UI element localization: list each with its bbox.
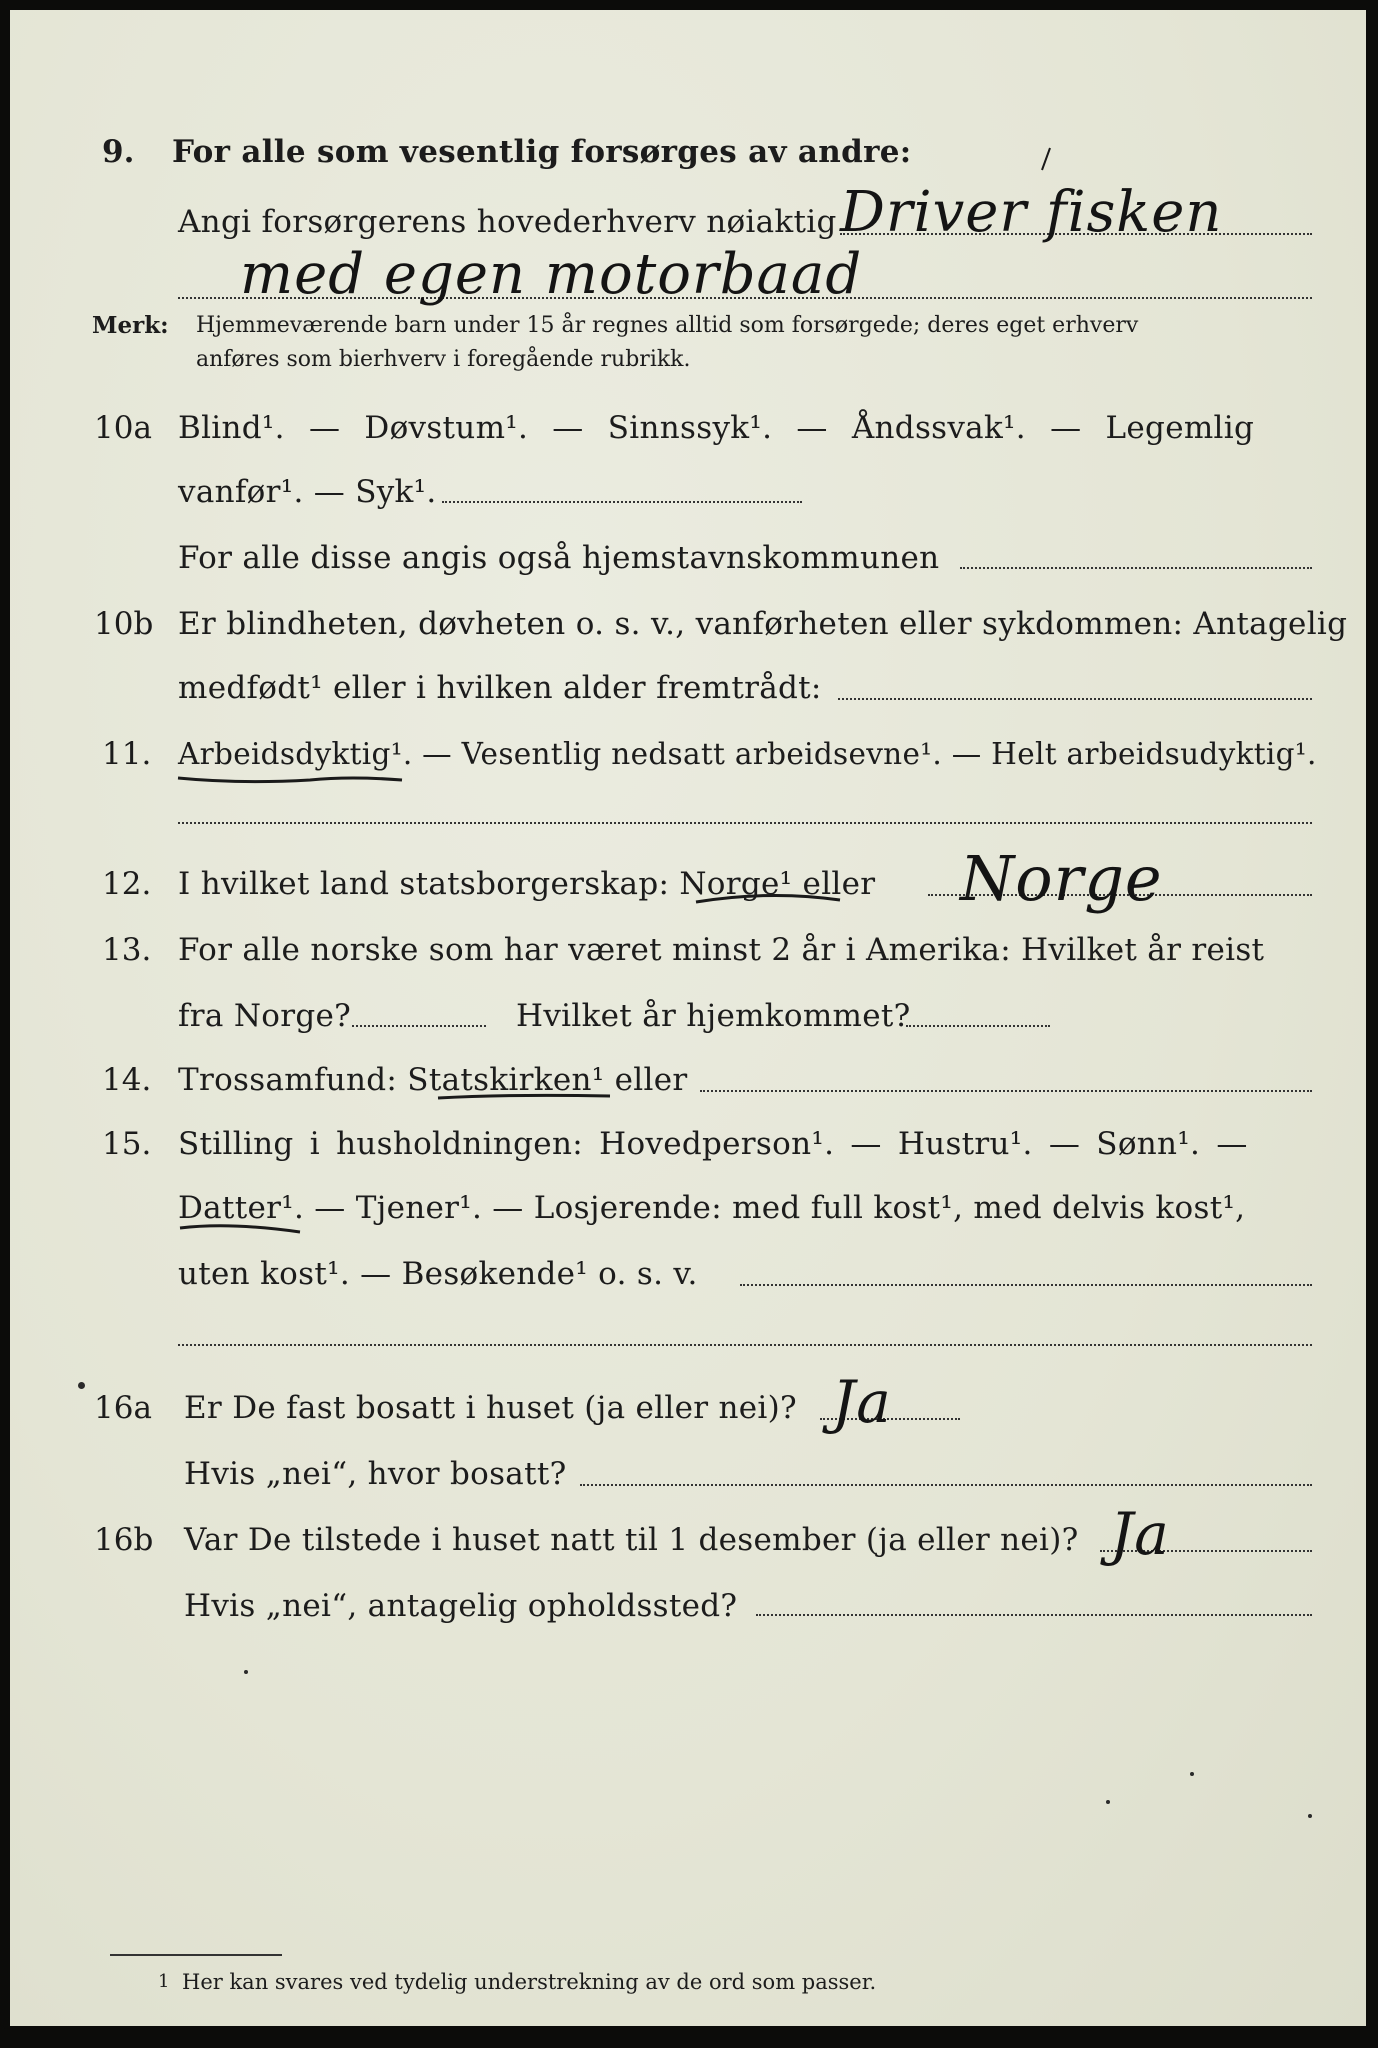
ink-speck <box>244 1670 248 1674</box>
q10a-number: 10a <box>94 410 152 446</box>
q12-handwritten-answer: Norge <box>960 842 1163 915</box>
q16b-handwritten-answer: Ja <box>1110 1500 1170 1568</box>
q10b-line1: Er blindheten, døvheten o. s. v., vanførheten eller sykdommen: Antagelig <box>178 606 1348 642</box>
q16b-number: 16b <box>94 1522 154 1558</box>
q16b-line1: Var De tilstede i huset natt til 1 desember (ja eller nei)? <box>184 1522 1079 1558</box>
q9-line1: For alle som vesentlig forsørges av andre: <box>172 134 912 170</box>
q16b-line2: Hvis „nei“, antagelig opholdssted? <box>184 1588 738 1624</box>
q9-line2: Angi forsørgerens hovederhverv nøiaktig <box>178 204 837 240</box>
q14-number: 14. <box>102 1062 152 1098</box>
q13-line1: For alle norske som har været minst 2 år i Amerika: Hvilket år reist <box>178 932 1265 968</box>
q9-number: 9. <box>102 134 135 170</box>
q15-number: 15. <box>102 1126 152 1162</box>
q10b-number: 10b <box>94 606 154 642</box>
underline-datter <box>180 1226 300 1232</box>
q10b-line2: medfødt¹ eller i hvilken alder fremtrådt: <box>178 670 822 706</box>
q16a-line2: Hvis „nei“, hvor bosatt? <box>184 1456 567 1492</box>
ink-speck <box>1308 1814 1312 1818</box>
footnote-mark: 1 <box>158 1971 170 1992</box>
q11-number: 11. <box>102 736 152 772</box>
q16a-number: 16a <box>94 1390 152 1426</box>
q9-handwritten-answer-2: med egen motorbaad <box>240 242 863 307</box>
q14-line1: Trossamfund: Statskirken¹ eller <box>178 1062 688 1098</box>
q10a-line1: Blind¹. — Døvstum¹. — Sinnssyk¹. — Åndssvak¹. — Legemlig <box>178 410 1255 446</box>
q13-line2a: fra Norge? <box>178 998 352 1034</box>
q13-line2b: Hvilket år hjemkommet? <box>516 998 911 1034</box>
q15-line1: Stilling i husholdningen: Hovedperson¹. — Hustru¹. — Sønn¹. — <box>178 1126 1248 1162</box>
merk-line1: Hjemmeværende barn under 15 år regnes alltid som forsørgede; deres eget erhverv <box>196 313 1139 338</box>
merk-line2: anføres som bierhverv i foregående rubrikk. <box>196 347 691 372</box>
ink-speck <box>1106 1800 1110 1804</box>
q9-handwritten-answer-1: Driver fisken <box>840 180 1223 245</box>
footnote-rule <box>110 1954 282 1956</box>
footnote-text: Her kan svares ved tydelig understrekning av de ord som passer. <box>182 1970 877 1994</box>
ink-speck <box>1190 1772 1194 1776</box>
q15-line3: uten kost¹. — Besøkende¹ o. s. v. <box>178 1256 698 1292</box>
q16a-handwritten-answer: Ja <box>832 1368 892 1436</box>
ink-speck <box>78 1382 85 1389</box>
underline-arbeidsdyktig <box>178 778 402 782</box>
q16a-line1: Er De fast bosatt i huset (ja eller nei)? <box>184 1390 797 1426</box>
q12-line1: I hvilket land statsborgerskap: Norge¹ eller <box>178 866 876 902</box>
underline-statskirken <box>438 1095 610 1098</box>
census-form-page <box>10 10 1366 2026</box>
q11-line1: Arbeidsdyktig¹. — Vesentlig nedsatt arbeidsevne¹. — Helt arbeidsudyktig¹. <box>178 737 1317 771</box>
merk-label: Merk: <box>92 312 169 339</box>
q12-number: 12. <box>102 866 152 902</box>
q10a-line3: For alle disse angis også hjemstavnskommunen <box>178 540 940 576</box>
q10a-line2: vanfør¹. — Syk¹. <box>178 474 437 510</box>
handwritten-underlines <box>10 10 1366 2026</box>
underline-norge <box>696 895 840 902</box>
check-mark-top <box>1042 148 1050 170</box>
q13-number: 13. <box>102 932 152 968</box>
q15-line2: Datter¹. — Tjener¹. — Losjerende: med full kost¹, med delvis kost¹, <box>178 1190 1246 1226</box>
